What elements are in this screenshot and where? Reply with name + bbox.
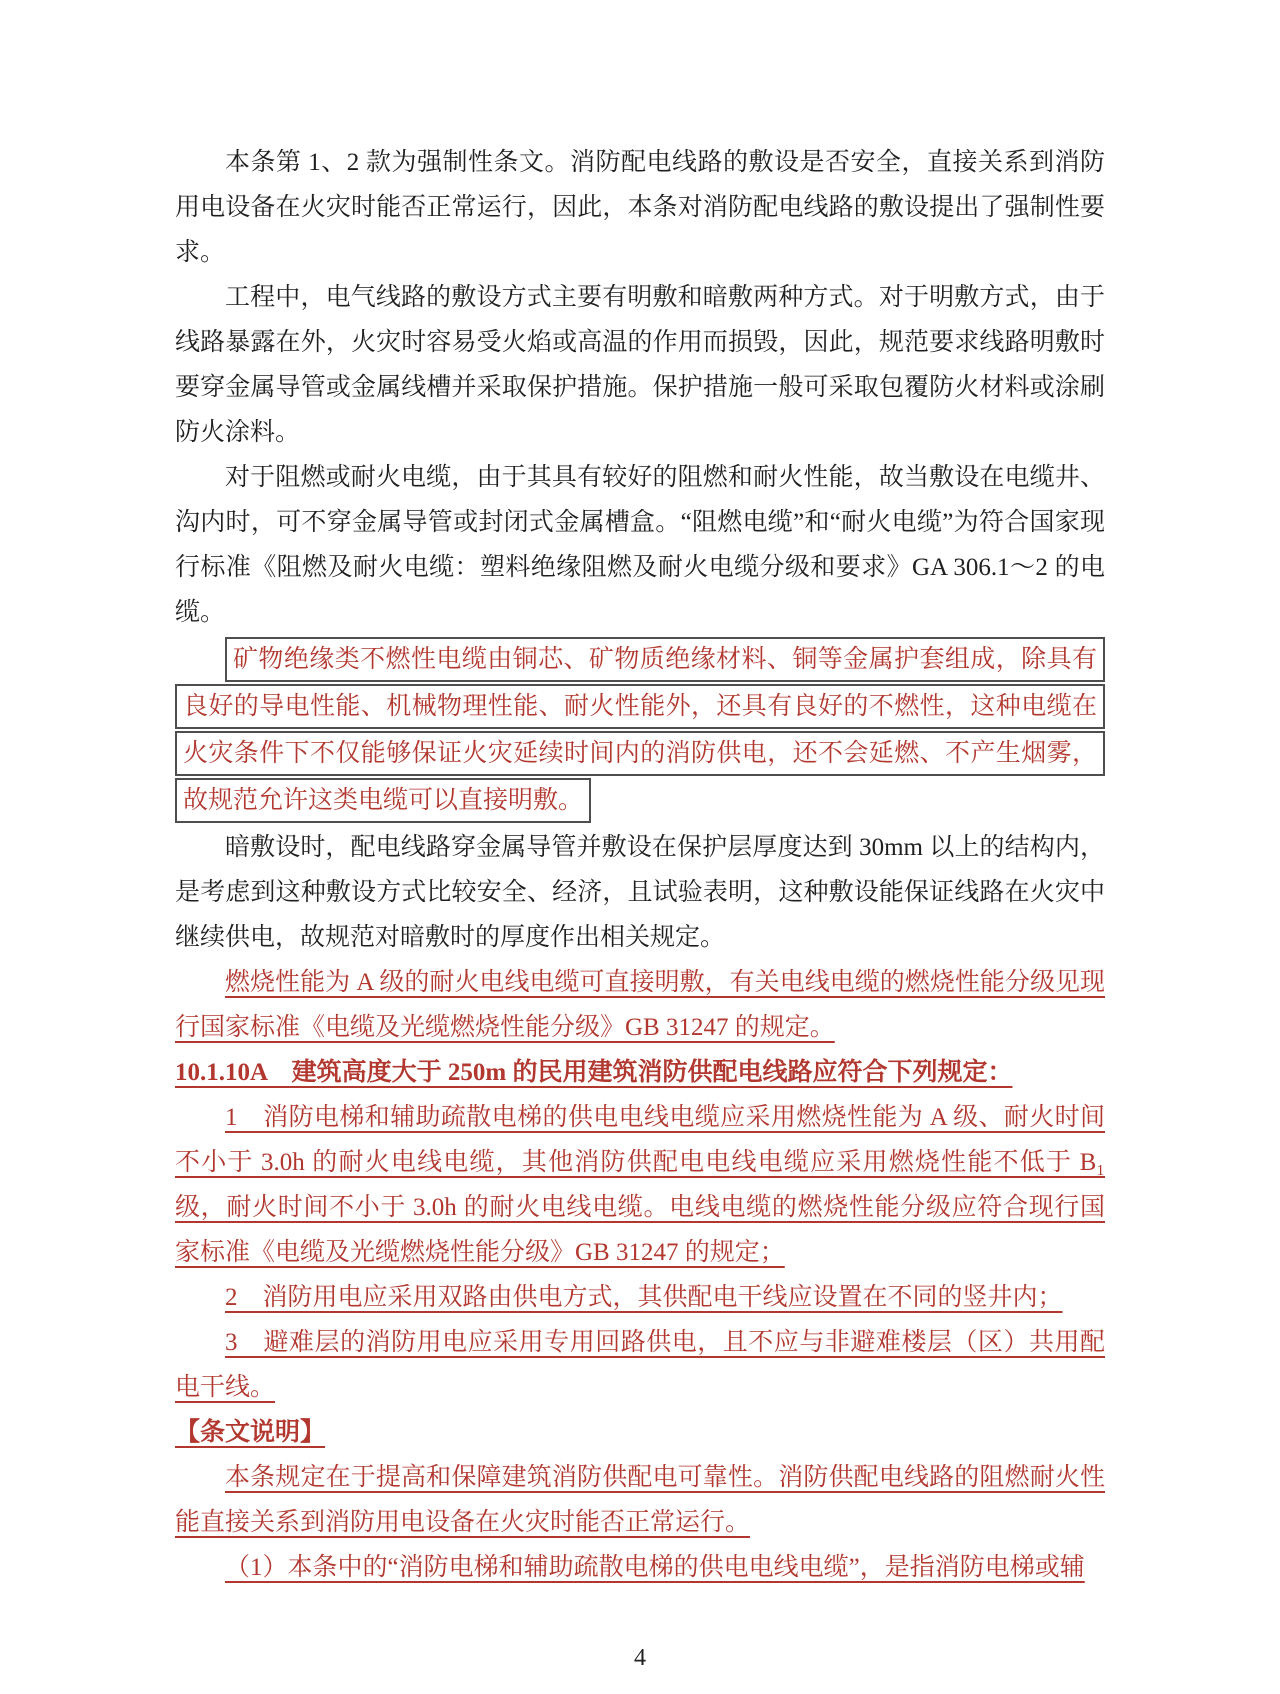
clause-title-10-1-10A: 10.1.10A 建筑高度大于 250m 的民用建筑消防供配电线路应符合下列规定： bbox=[175, 1059, 1013, 1086]
boxed-note-line-2: 良好的导电性能、机械物理性能、耐火性能外，还具有良好的不燃性，这种电缆在 bbox=[175, 684, 1105, 729]
boxed-note-line-1: 矿物绝缘类不燃性电缆由铜芯、矿物质绝缘材料、铜等金属护套组成，除具有 bbox=[225, 637, 1105, 682]
commentary-paragraph-4: 暗敷设时，配电线路穿金属导管并敷设在保护层厚度达到 30mm 以上的结构内，是考虑到这种敷设方式比较安全、经济，且试验表明，这种敷设能保证线路在火灾中继续供电，故规范对暗敷时的厚度作出相关规定。 bbox=[175, 834, 1105, 951]
commentary-paragraph-5-added: 燃烧性能为 A 级的耐火电线电缆可直接明敷，有关电线电缆的燃烧性能分级见现行国家标准《电缆及光缆燃烧性能分级》GB 31247 的规定。 bbox=[175, 969, 1105, 1041]
clause-item-2: 2 消防用电应采用双路由供电方式，其供配电干线应设置在不同的竖井内； bbox=[225, 1284, 1063, 1311]
commentary-paragraph-1: 本条第 1、2 款为强制性条文。消防配电线路的敷设是否安全，直接关系到消防用电设备在火灾时能否正常运行，因此，本条对消防配电线路的敷设提出了强制性要求。 bbox=[175, 149, 1105, 266]
page-number: 4 bbox=[634, 1645, 646, 1671]
commentary-paragraph-3: 对于阻燃或耐火电缆，由于其具有较好的阻燃和耐火性能，故当敷设在电缆井、沟内时，可不穿金属导管或封闭式金属槽盒。“阻燃电缆”和“耐火电缆”为符合国家现行标准《阻燃及耐火电缆：塑料绝缘阻燃及耐火电缆分级和要求》GA 306.1～2 的电缆。 bbox=[175, 464, 1105, 626]
clause-item-1: 1 消防电梯和辅助疏散电梯的供电电线电缆应采用燃烧性能为 A 级、耐火时间不小于 3.0h 的耐火电线电缆，其他消防供配电电线电缆应采用燃烧性能不低于 B₁ 级，耐火时间不小于 3.0h 的耐火电线电缆。电线电缆的燃烧性能分级应符合现行国家标准《电缆及光缆燃烧性能分级》GB 31247 的规定； bbox=[175, 1104, 1105, 1266]
boxed-revision-note bbox=[175, 637, 1105, 823]
commentary-paragraph-2: 工程中，电气线路的敷设方式主要有明敷和暗敷两种方式。对于明敷方式，由于线路暴露在外，火灾时容易受火焰或高温的作用而损毁，因此，规范要求线路明敷时要穿金属导管或金属线槽并采取保护措施。保护措施一般可采取包覆防火材料或涂刷防火涂料。 bbox=[175, 284, 1105, 446]
boxed-note-line-4: 故规范允许这类电缆可以直接明敷。 bbox=[175, 778, 591, 823]
explanation-paragraph-1: 本条规定在于提高和保障建筑消防供配电可靠性。消防供配电线路的阻燃耐火性能直接关系到消防用电设备在火灾时能否正常运行。 bbox=[175, 1464, 1105, 1536]
clause-item-3: 3 避难层的消防用电应采用专用回路供电，且不应与非避难楼层（区）共用配电干线。 bbox=[175, 1329, 1105, 1401]
boxed-note-line-3: 火灾条件下不仅能够保证火灾延续时间内的消防供电，还不会延燃、不产生烟雾， bbox=[175, 731, 1105, 776]
explanation-section-label: 【条文说明】 bbox=[175, 1419, 326, 1446]
page-content bbox=[175, 140, 1105, 1590]
explanation-paragraph-2: （1）本条中的“消防电梯和辅助疏散电梯的供电电线电缆”，是指消防电梯或辅 bbox=[225, 1554, 1085, 1581]
